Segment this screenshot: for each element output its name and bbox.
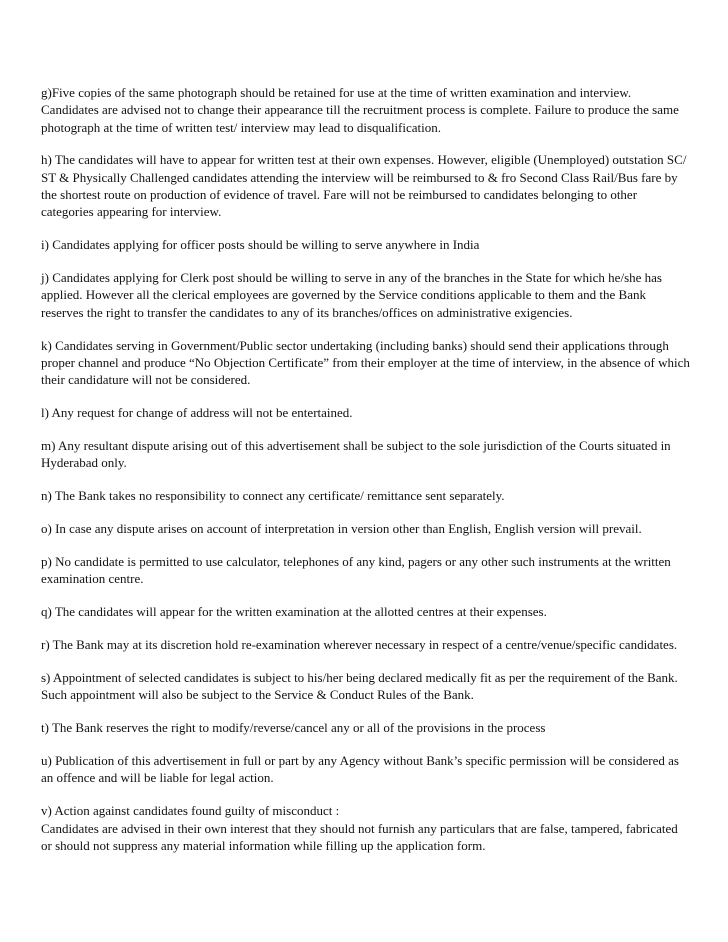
paragraph-v [41, 802, 728, 854]
paragraph-line: ST & Physically Challenged candidates attending the interview will be reimbursed to & fro Second Class Rail/Bus fare by [41, 169, 678, 185]
paragraph-line: the shortest route on production of evidence of travel. Fare will not be reimbursed to candidates belonging to other [41, 187, 638, 203]
paragraph-i [41, 236, 728, 253]
paragraph-line: Hyderabad only. [41, 455, 127, 471]
paragraph-line: g)Five copies of the same photograph should be retained for use at the time of written examination and interview. [41, 85, 632, 100]
paragraph-line: s) Appointment of selected candidates is subject to his/her being declared medically fit as per the requirement of the Bank. [41, 669, 678, 685]
paragraph-line: proper channel and produce “No Objection Certificate” from their employer at the time of interview, in the absence of which [41, 354, 690, 370]
paragraph-line: m) Any resultant dispute arising out of this advertisement shall be subject to the sole jurisdiction of the Courts situated in [41, 438, 671, 454]
paragraph-line: k) Candidates serving in Government/Public sector undertaking (including banks) should send their applications through [41, 337, 669, 353]
paragraph-p [41, 553, 728, 588]
paragraph-line: i) Candidates applying for officer posts should be willing to serve anywhere in India [41, 237, 480, 253]
paragraph-line: u) Publication of this advertisement in full or part by any Agency without Bank’s specific permission will be considered as [41, 753, 679, 769]
paragraph-line: an offence and will be liable for legal action. [41, 770, 274, 786]
paragraph-line: q) The candidates will appear for the written examination at the allotted centres at their expenses. [41, 604, 547, 620]
paragraph-m [41, 437, 728, 472]
paragraph-line: or should not suppress any material information while filling up the application form. [41, 837, 486, 853]
paragraph-line: reserves the right to transfer the candidates to any of its branches/offices on administrative exigencies. [41, 304, 573, 320]
paragraph-line: categories appearing for interview. [41, 204, 222, 220]
paragraph-line: their candidature will not be considered. [41, 372, 251, 388]
paragraph-n [41, 487, 728, 504]
paragraph-j [41, 269, 728, 321]
paragraph-line: r) The Bank may at its discretion hold re-examination wherever necessary in respect of a centre/venue/specific candidates. [41, 637, 678, 653]
paragraph-l [41, 404, 728, 421]
document-body [41, 84, 728, 870]
paragraph-line: o) In case any dispute arises on account of interpretation in version other than English, English version will prevail. [41, 521, 642, 537]
paragraph-line: t) The Bank reserves the right to modify/reverse/cancel any or all of the provisions in the process [41, 720, 546, 736]
paragraph-line: applied. However all the clerical employees are governed by the Service conditions applicable to them and the Bank [41, 287, 647, 303]
paragraph-t [41, 719, 728, 736]
paragraph-h [41, 151, 728, 220]
paragraph-line: h) The candidates will have to appear for written test at their own expenses. However, eligible (Unemployed) outstation SC/ [41, 152, 687, 168]
paragraph-line: n) The Bank takes no responsibility to connect any certificate/ remittance sent separately. [41, 488, 505, 504]
paragraph-r [41, 636, 728, 653]
paragraph-line: Candidates are advised not to change their appearance till the recruitment process is complete. Failure to produce the same [41, 102, 679, 118]
paragraph-line: Candidates are advised in their own interest that they should not furnish any particulars that are false, tampered, fabricated [41, 820, 678, 836]
paragraph-line: photograph at the time of written test/ interview may lead to disqualification. [41, 119, 442, 135]
paragraph-o [41, 520, 728, 537]
paragraph-line: examination centre. [41, 571, 144, 587]
paragraph-g [41, 84, 728, 136]
paragraph-q [41, 603, 728, 620]
paragraph-u [41, 752, 728, 787]
paragraph-line: j) Candidates applying for Clerk post should be willing to serve in any of the branches in the State for which he/she has [41, 270, 662, 286]
paragraph-line: v) Action against candidates found guilty of misconduct : [41, 803, 340, 819]
paragraph-line: p) No candidate is permitted to use calculator, telephones of any kind, pagers or any other such instruments at the written [41, 553, 671, 569]
paragraph-k [41, 337, 728, 389]
paragraph-line: l) Any request for change of address will not be entertained. [41, 405, 353, 421]
paragraph-s [41, 669, 728, 704]
paragraph-line: Such appointment will also be subject to the Service & Conduct Rules of the Bank. [41, 687, 474, 703]
